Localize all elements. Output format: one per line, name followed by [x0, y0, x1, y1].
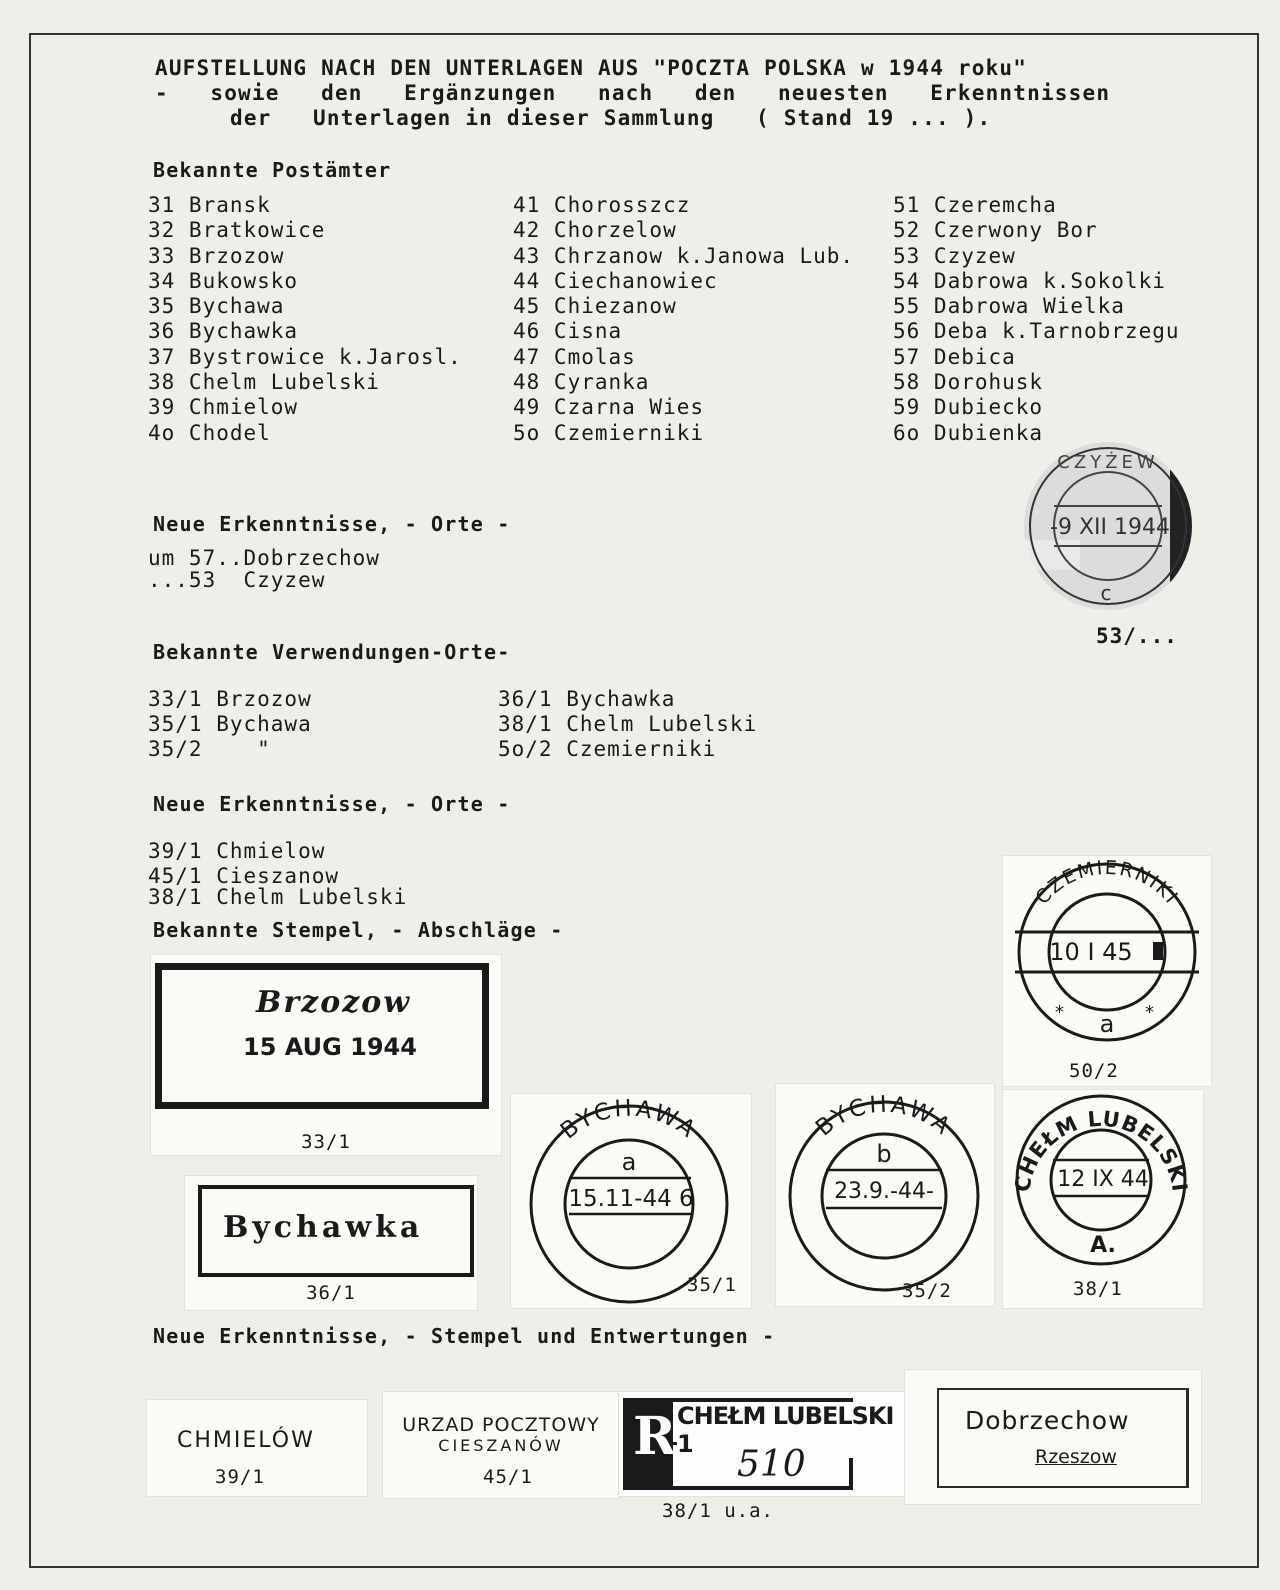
new-place-line: um 57..Dobrzechow: [148, 546, 380, 570]
usage-entry: 35/2 ": [148, 737, 271, 761]
office-entry: 56 Deba k.Tarnobrzegu: [893, 319, 1180, 344]
usage-entry: 5o/2 Czemierniki: [498, 737, 717, 761]
office-entry: 31 Bransk: [148, 193, 271, 217]
chelm-registration-town: CHEŁM LUBELSKI 1: [677, 1402, 905, 1458]
heading-known-offices: Bekannte Postämter: [153, 158, 392, 182]
czemierniki-town-text: CZEMIERNIKI: [1031, 856, 1183, 909]
chelm-caption: 38/1: [1073, 1278, 1123, 1300]
chelm-letter-text: A.: [1090, 1233, 1116, 1258]
offices-column-3: [893, 193, 1180, 446]
office-entry: 38 Chelm Lubelski: [148, 370, 380, 395]
chmielow-caption: 39/1: [215, 1466, 265, 1488]
office-entry: 34 Bukowsko: [148, 268, 299, 293]
office-entry: 55 Dabrowa Wielka: [893, 294, 1125, 319]
office-entry: 47 Cmolas: [513, 344, 636, 369]
heading-known-usage: Bekannte Verwendungen-Orte-: [153, 640, 511, 664]
czemierniki-date-text: 10 I 45: [1049, 938, 1133, 966]
czemierniki-letter-text: a: [1099, 1010, 1115, 1038]
bychawa-b-letter-text: b: [876, 1140, 892, 1168]
chelm-registration-card: [619, 1392, 905, 1496]
brzozow-date-text: 15 AUG 1944: [243, 1033, 417, 1061]
office-entry: 53 Czyzew: [893, 243, 1016, 268]
chmielow-stamp-text: CHMIELÓW: [177, 1428, 315, 1453]
chelm-stamp-card: [1003, 1090, 1203, 1308]
chmielow-stamp-card: [147, 1400, 367, 1496]
new-place-line: 39/1 Chmielow: [148, 839, 326, 863]
office-entry: 39 Chmielow: [148, 395, 299, 420]
office-entry: 57 Debica: [893, 344, 1016, 369]
office-entry: 52 Czerwony Bor: [893, 218, 1098, 243]
new-place-line: 45/1 Cieszanow: [148, 864, 340, 888]
office-entry: 37 Bystrowice k.Jarosl.: [148, 344, 462, 369]
czyzew-stamp-image: [1020, 440, 1200, 612]
cieszanow-caption: 45/1: [483, 1466, 533, 1488]
bychawa-a-stamp-card: [511, 1094, 751, 1308]
office-entry: 35 Bychawa: [148, 294, 285, 319]
chelm-town-text: CHEŁM LUBELSKI: [1010, 1106, 1192, 1194]
offices-column-1: [148, 193, 462, 446]
cieszanow-stamp-card: [383, 1392, 619, 1498]
new-place-line: 38/1 Chelm Lubelski: [148, 885, 408, 909]
chelm-date-text: 12 IX 44: [1057, 1167, 1149, 1192]
dobrzechow-line-2: Rzeszow: [1035, 1446, 1117, 1468]
usage-entry: 33/1 Brzozow: [148, 687, 312, 711]
office-entry: 5o Czemierniki: [513, 420, 705, 445]
office-entry: 48 Cyranka: [513, 370, 650, 395]
brzozow-stamp-card: [151, 955, 501, 1155]
czyzew-date-text: -9 XII 1944: [1050, 515, 1170, 540]
bychawa-b-stamp-card: [776, 1084, 994, 1306]
offices-column-2: [513, 193, 854, 446]
heading-new-places-1: Neue Erkenntnisse, - Orte -: [153, 512, 511, 536]
bychawa-a-caption: 35/1: [687, 1274, 737, 1296]
new-place-line: ...53 Czyzew: [148, 568, 326, 592]
office-entry: 41 Chorosszcz: [513, 193, 691, 217]
office-entry: 58 Dorohusk: [893, 370, 1044, 395]
cieszanow-line-1: URZAD POCZTOWY: [402, 1414, 600, 1436]
heading-new-stamps: Neue Erkenntnisse, - Stempel und Entwertungen -: [153, 1324, 776, 1348]
bychawka-stamp-card: [185, 1176, 477, 1310]
bychawa-a-town-text: BYCHAWA: [555, 1095, 702, 1145]
bychawa-a-date-text: 15.11-44 6: [568, 1186, 694, 1212]
svg-text:*: *: [1055, 1002, 1064, 1023]
office-entry: 42 Chorzelow: [513, 218, 677, 243]
header-line-2: - sowie den Ergänzungen nach den neuesten Erkenntnissen: [155, 81, 1111, 105]
usage-entry: 38/1 Chelm Lubelski: [498, 712, 758, 736]
bychawa-b-town-text: BYCHAWA: [811, 1091, 957, 1142]
bychawka-town-text: Bychawka: [223, 1210, 424, 1245]
czemierniki-caption: 50/2: [1069, 1060, 1119, 1082]
office-entry: 32 Bratkowice: [148, 218, 326, 243]
brzozow-caption: 33/1: [301, 1131, 351, 1153]
czyzew-letter-text: c: [1100, 581, 1112, 605]
office-entry: 51 Czeremcha: [893, 193, 1057, 217]
header-line-1: AUFSTELLUNG NACH DEN UNTERLAGEN AUS "POCZTA POLSKA w 1944 roku": [155, 56, 1028, 80]
bychawa-a-letter-text: a: [621, 1148, 637, 1176]
czyzew-town-text: CZYŻEW: [1057, 452, 1159, 473]
heading-known-stamps: Bekannte Stempel, - Abschläge -: [153, 918, 564, 942]
office-entry: 43 Chrzanow k.Janowa Lub.: [513, 243, 855, 268]
dobrzechow-stamp-card: [905, 1370, 1201, 1504]
dobrzechow-stamp-frame: [937, 1388, 1189, 1488]
usage-entry: 35/1 Bychawa: [148, 712, 312, 736]
cieszanow-line-2: CIESZANÓW: [438, 1436, 564, 1455]
bychawka-caption: 36/1: [306, 1282, 356, 1304]
office-entry: 4o Chodel: [148, 420, 271, 445]
office-entry: 36 Bychawka: [148, 319, 299, 344]
office-entry: 45 Chiezanow: [513, 294, 677, 319]
czyzew-caption: 53/...: [1096, 624, 1178, 648]
dobrzechow-line-1: Dobrzechow: [965, 1406, 1130, 1435]
bychawa-b-caption: 35/2: [902, 1280, 952, 1302]
chelm-registration-number: 510: [737, 1444, 806, 1485]
chelm-registration-letter: R: [633, 1406, 677, 1467]
usage-entry: 36/1 Bychawka: [498, 687, 676, 711]
office-entry: 49 Czarna Wies: [513, 395, 705, 420]
office-entry: 54 Dabrowa k.Sokolki: [893, 268, 1166, 293]
brzozow-town-text: Brzozow: [256, 985, 412, 1020]
chelm-registration-caption: 38/1 u.a.: [662, 1500, 774, 1522]
svg-text:*: *: [1145, 1002, 1154, 1023]
office-entry: 46 Cisna: [513, 319, 623, 344]
office-entry: 59 Dubiecko: [893, 395, 1044, 420]
czemierniki-stamp-card: [1003, 856, 1211, 1086]
office-entry: 6o Dubienka: [893, 420, 1044, 445]
bychawa-b-date-text: 23.9.-44-: [834, 1179, 934, 1204]
heading-new-places-2: Neue Erkenntnisse, - Orte -: [153, 792, 511, 816]
office-entry: 33 Brzozow: [148, 243, 285, 268]
office-entry: 44 Ciechanowiec: [513, 268, 718, 293]
header-line-3: der Unterlagen in dieser Sammlung ( Stand 19 ... ).: [230, 106, 992, 130]
